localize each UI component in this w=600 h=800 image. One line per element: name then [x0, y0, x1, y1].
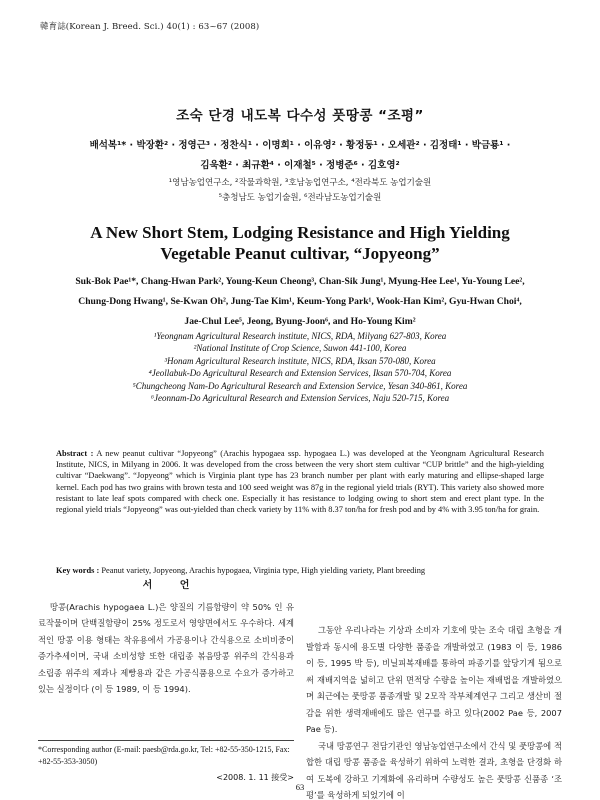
corresponding-author-footnote: *Corresponding author (E-mail: paesb@rda.go.kr, Tel: +82-55-350-1215, Fax: +82-55-353-3050) [38, 745, 290, 766]
keywords-text: Peanut variety, Jopyeong, Arachis hypogaea, Virginia type, High yielding variety, Plant breeding [101, 566, 426, 575]
korean-title: 조숙 단경 내도복 다수성 풋땅콩 “조평” [176, 108, 424, 124]
korean-affiliations [40, 176, 560, 206]
english-title-line: Vegetable Peanut cultivar, “Jopyeong” [160, 244, 440, 263]
body-paragraph: 그동안 우리나라는 기상과 소비자 기호에 맞는 조숙 대립 초형을 개발함과 동시에 용도별 다양한 품종을 개발하였고 (1983 이 등, 1986 이 등, 1995 박 등), 비닐피복재배를 통하여 파종기를 앞당기게 됨으로써 재배지역을 넓히고 단위 면적당 수량을 높이는 재배법을 개발하였으며 최근에는 풋땅콩 품종개발 및 2모작 작부체계연구 그리고 생산비 절감을 위한 생력재배에도 많은 연구를 하고 있다(2002 Pae 등, 2007 Pae 등). [306, 625, 562, 734]
keywords-label: Key words : [56, 566, 100, 575]
page-number: 63 [295, 782, 305, 792]
english-authors-line: Suk-Bok Pae¹*, Chang-Hwan Park², Young-Keun Cheong³, Chan-Sik Jung¹, Myung-Hee Lee¹, Yu-Young Lee², [75, 276, 525, 287]
keywords [56, 566, 544, 575]
body-paragraph: 국내 땅콩연구 전담기관인 영남농업연구소에서 간식 및 풋땅콩에 적합한 대립 땅콩 품종을 육성하기 위하여 노력한 결과, 초형을 단경화 하여 도복에 강하고 기계화에 유리하며 수량성도 높은 풋땅콩 신품종 ‘조평’를 육성하게 되었기에 이 [306, 740, 562, 800]
english-affiliation-line: ⁶Jeonnam-Do Agricultural Research and Extension Services, Naju 520-715, Korea [150, 393, 450, 404]
korean-affiliation-line: ⁵충청남도 농업기술원, ⁶전라남도농업기술원 [218, 193, 382, 203]
body-paragraph: 땅콩(Arachis hypogaea L.)은 양질의 기름함량이 약 50% 인 유료작물이며 단백질함량이 25% 정도로서 영양면에서도 우수하다. 세계적인 땅콩 이용 형태는 착유용에서 가공용이나 간식용으로 소비비중이 증가추세이며, 국내 소비성향 또한 대립종 볶음땅콩 위주의 간식용과 소립종 위주의 제과나 제빵용과 같은 가공식품용으로 수요가 증가하고 있는 실정이다 (이 등 1989, 이 등 1994). [38, 601, 294, 694]
korean-authors [40, 136, 560, 176]
received-date: <2008. 1. 11 接受> [216, 773, 294, 782]
right-column [306, 622, 562, 800]
english-title [40, 222, 560, 264]
left-column [38, 578, 294, 698]
abstract [56, 448, 544, 515]
korean-authors-line: 김욱환² · 최규환⁴ · 이재철⁵ · 정병준⁶ · 김호영² [200, 160, 400, 171]
journal-header: 韓育誌(Korean J. Breed. Sci.) 40(1) : 63~67 (2008) [40, 22, 260, 32]
english-affiliation-line: ²National Institute of Crop Science, Suwon 441-100, Korea [193, 343, 407, 354]
english-affiliation-line: ⁴Jeollabuk-Do Agricultural Research and Extension Services, Iksan 570-704, Korea [148, 368, 452, 379]
english-affiliation-line: ³Honam Agricultural Research institute, NICS, RDA, Iksan 570-080, Korea [164, 355, 436, 366]
korean-authors-line: 배석복¹* · 박장환² · 정영근³ · 정찬식¹ · 이명희¹ · 이유영² · 황정동¹ · 오세관² · 김정태¹ · 박금룡¹ · [89, 140, 511, 151]
section-heading-introduction: 서 언 [142, 580, 202, 591]
footnote-divider [38, 740, 294, 741]
abstract-text: A new peanut cultivar “Jopyeong” (Arachis hypogaea ssp. hypogaea L.) was developed at the Yeongnam Agricultural Research Institute, NICS, in Milyang in 2006. It was developed from the cross between the very short stem cultivar “CUP brittle” and the high-yielding cultivar “Daekwang”. “Jopyeong” which is Virginia plant type has 23 branch number per plant with early maturing and ellipse-shaped large kernel. Each pod has two grains with brown testa and 100 seed weight was 87g in the regional yield trials (RYT). This variety also showed more resistant to late leaf spots compared with check one. Especially it has resistance to lodging owing to short stem and erect plant type. In the regional yield trials “Jopyeong” was out-yielded than check variety by 11% with 8.37 ton/ha for fresh pod and by 4% with 3.95 ton/ha for grain. [56, 449, 544, 515]
english-affiliation-line: ¹Yeongnam Agricultural Research institute, NICS, RDA, Milyang 627-803, Korea [153, 331, 447, 341]
english-title-line: A New Short Stem, Lodging Resistance and High Yielding [90, 223, 510, 242]
english-affiliation-line: ⁵Chungcheong Nam-Do Agricultural Research and Extension Service, Yesan 340-861, Korea [132, 380, 468, 391]
abstract-label: Abstract : [56, 449, 94, 458]
korean-affiliation-line: ¹영남농업연구소, ²작물과학원, ³호남농업연구소, ⁴전라북도 농업기술원 [168, 178, 432, 188]
english-authors-line: Chung-Dong Hwang¹, Se-Kwan Oh², Jung-Tae Kim¹, Keum-Yong Park¹, Wook-Han Kim², Gyu-Hwan Choi⁴, [78, 296, 522, 307]
english-authors [40, 272, 560, 332]
english-affiliations [40, 330, 560, 404]
english-authors-line: Jae-Chul Lee⁵, Jeong, Byung-Joon⁶, and Ho-Young Kim² [184, 316, 416, 327]
